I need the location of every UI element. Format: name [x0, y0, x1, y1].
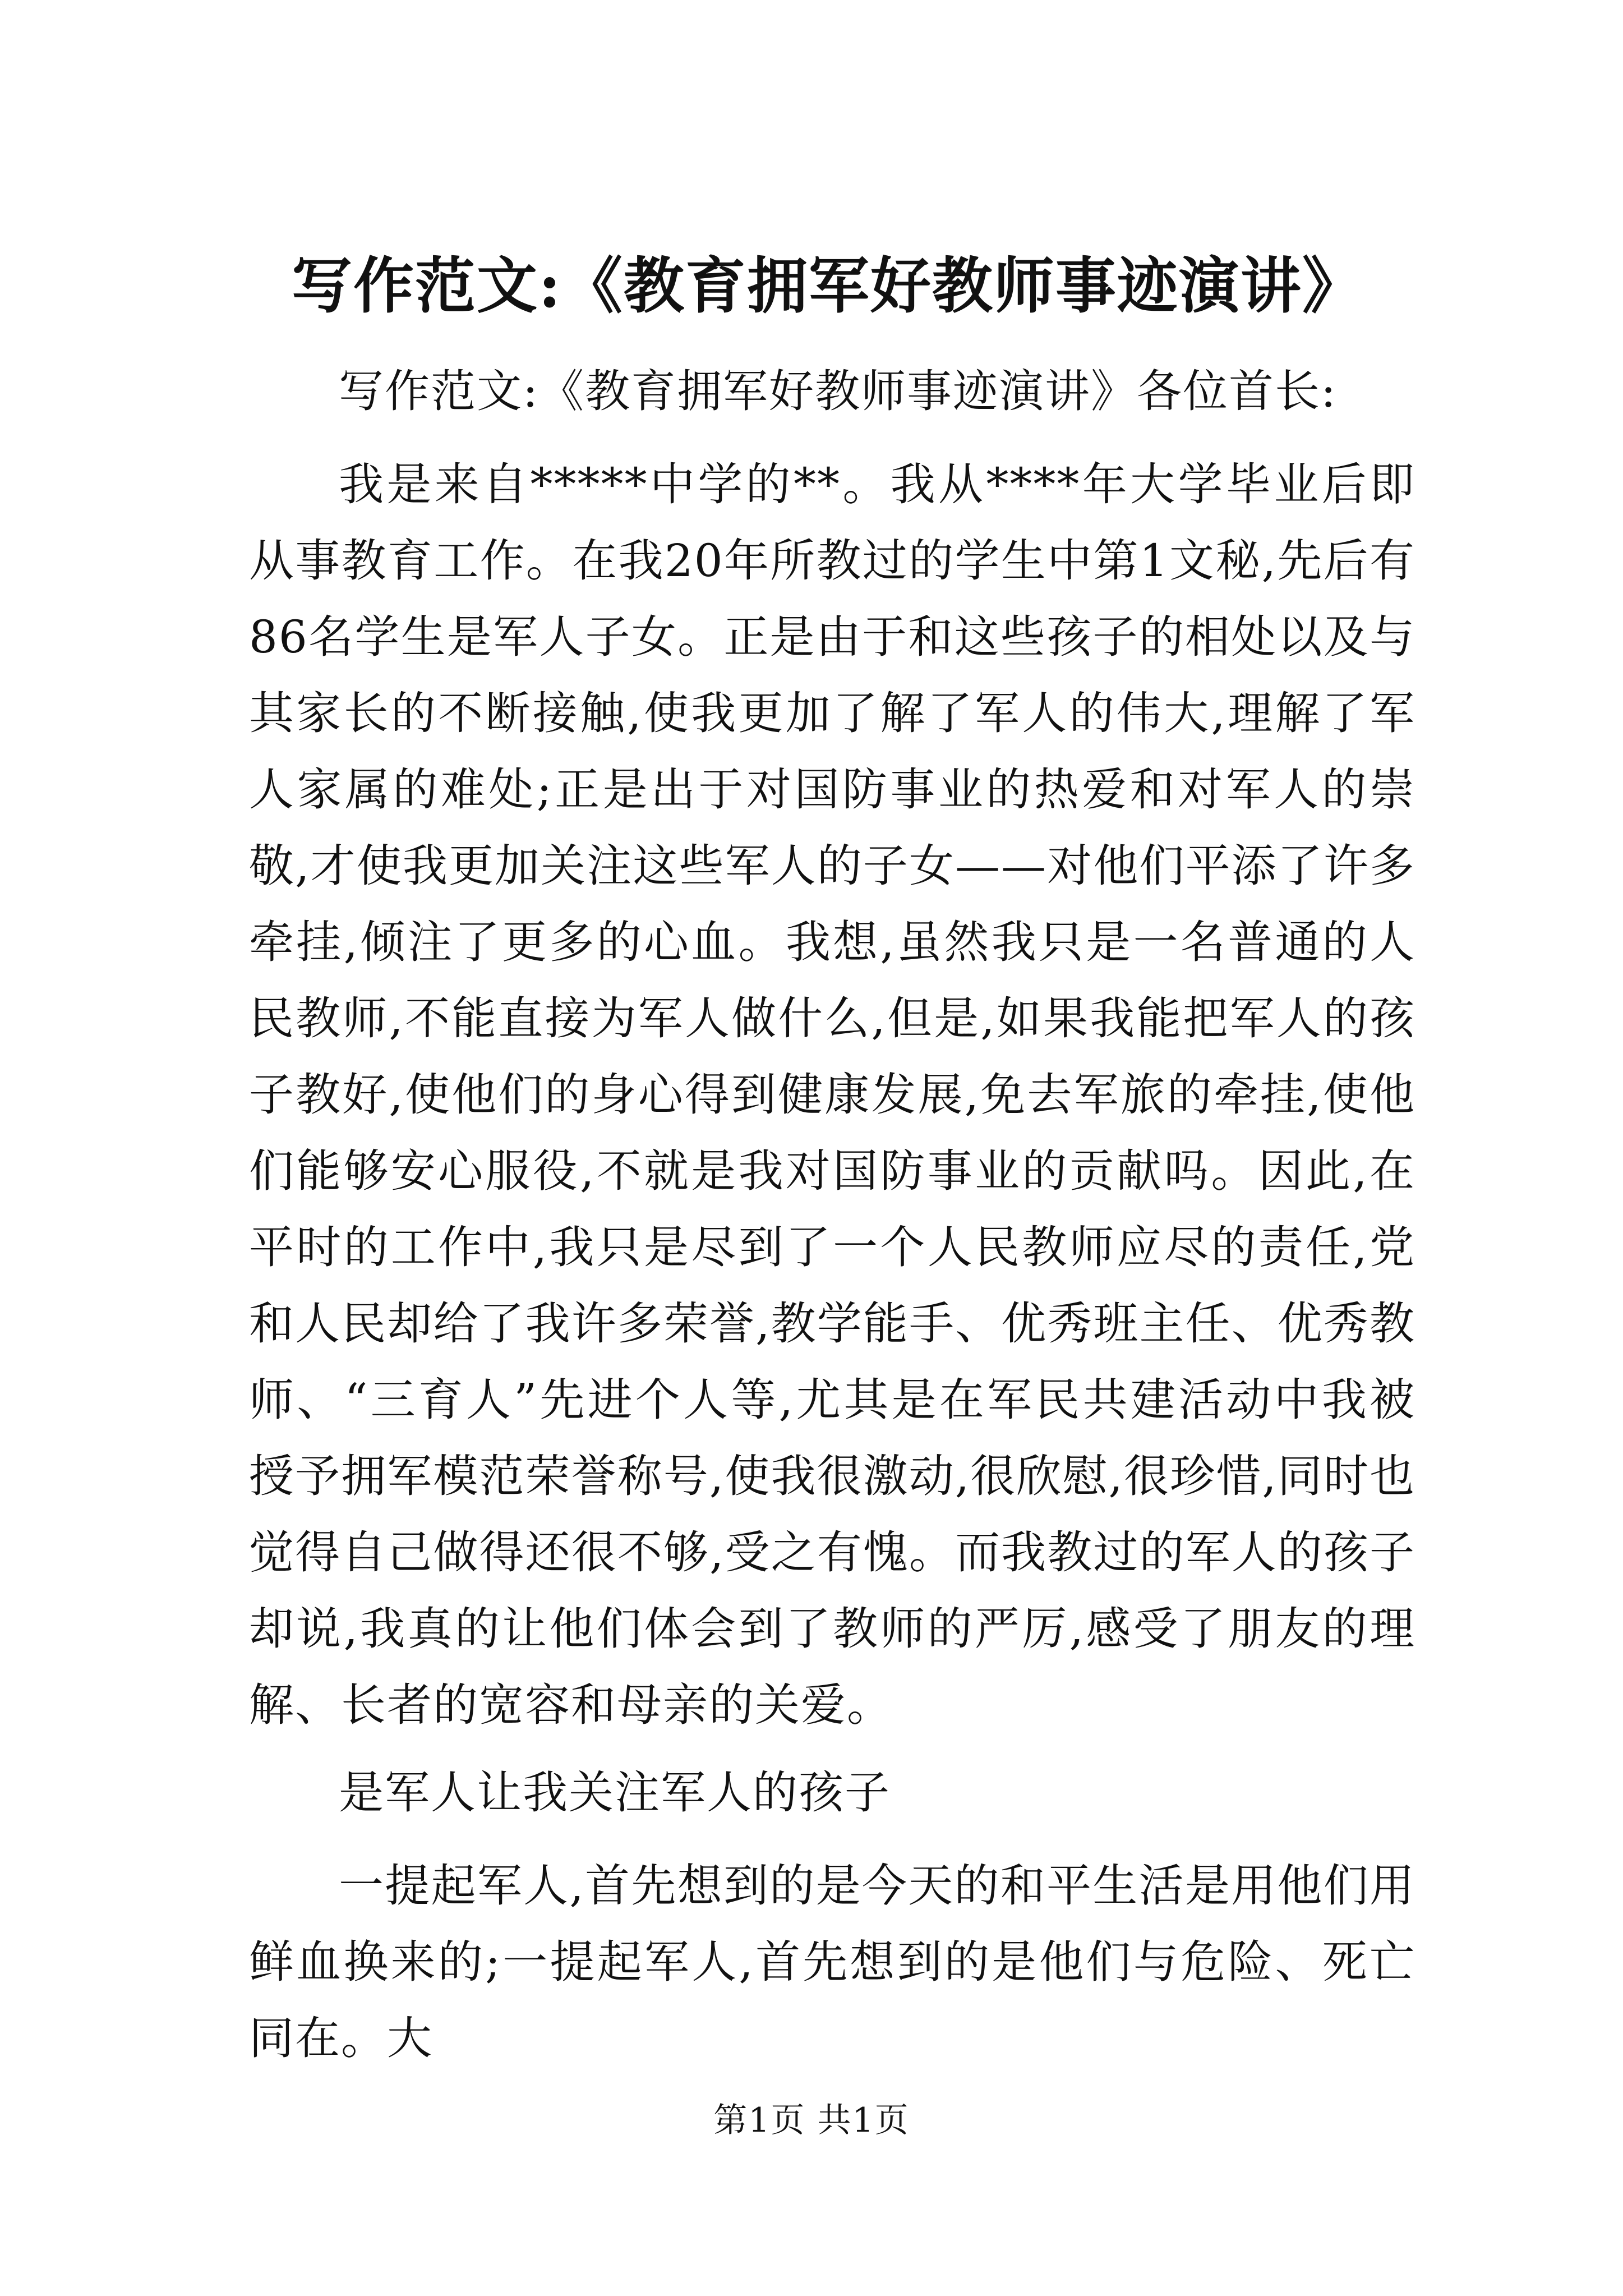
main-paragraph: 我是来自*****中学的**。我从****年大学毕业后即从事教育工作。在我20年所教过的学生中第1文秘,先后有86名学生是军人子女。正是由于和这些孩子的相处以及与其家长的不断接触,使我更加了解了军人的伟大,理解了军人家属的难处;正是出于对国防事业的热爱和对军人的崇敬,才使我更加关注这些军人的子女——对他们平添了许多牵挂,倾注了更多的心血。我想,虽然我只是一名普通的人民教师,不能直接为军人做什么,但是,如果我能把军人的孩子教好,使他们的身心得到健康发展,免去军旅的牵挂,使他们能够安心服役,不就是我对国防事业的贡献吗。因此,在平时的工作中,我只是尽到了一个人民教师应尽的责任,党和人民却给了我许多荣誉,教学能手、优秀班主任、优秀教师、“三育人”先进个人等,尤其是在军民共建活动中我被授予拥军模范荣誉称号,使我很激动,很欣慰,很珍惜,同时也觉得自己做得还很不够,受之有愧。而我教过的军人的孩子却说,我真的让他们体会到了教师的严厉,感受了朋友的理解、长者的宽容和母亲的关爱。 [249, 458, 1415, 1731]
document-body [249, 353, 1415, 2088]
section-heading-paragraph: 是军人让我关注军人的孩子 [339, 1766, 891, 1819]
document-title: 写作范文:《教育拥军好教师事迹演讲》 [292, 251, 1364, 321]
salutation-paragraph: 写作范文:《教育拥军好教师事迹演讲》各位首长: [339, 365, 1337, 417]
closing-paragraph: 一提起军人,首先想到的是今天的和平生活是用他们用鲜血换来的;一提起军人,首先想到的是他们与危险、死亡同在。大 [249, 1860, 1415, 2064]
page-footer: 第1页 共1页 [713, 2101, 910, 2140]
